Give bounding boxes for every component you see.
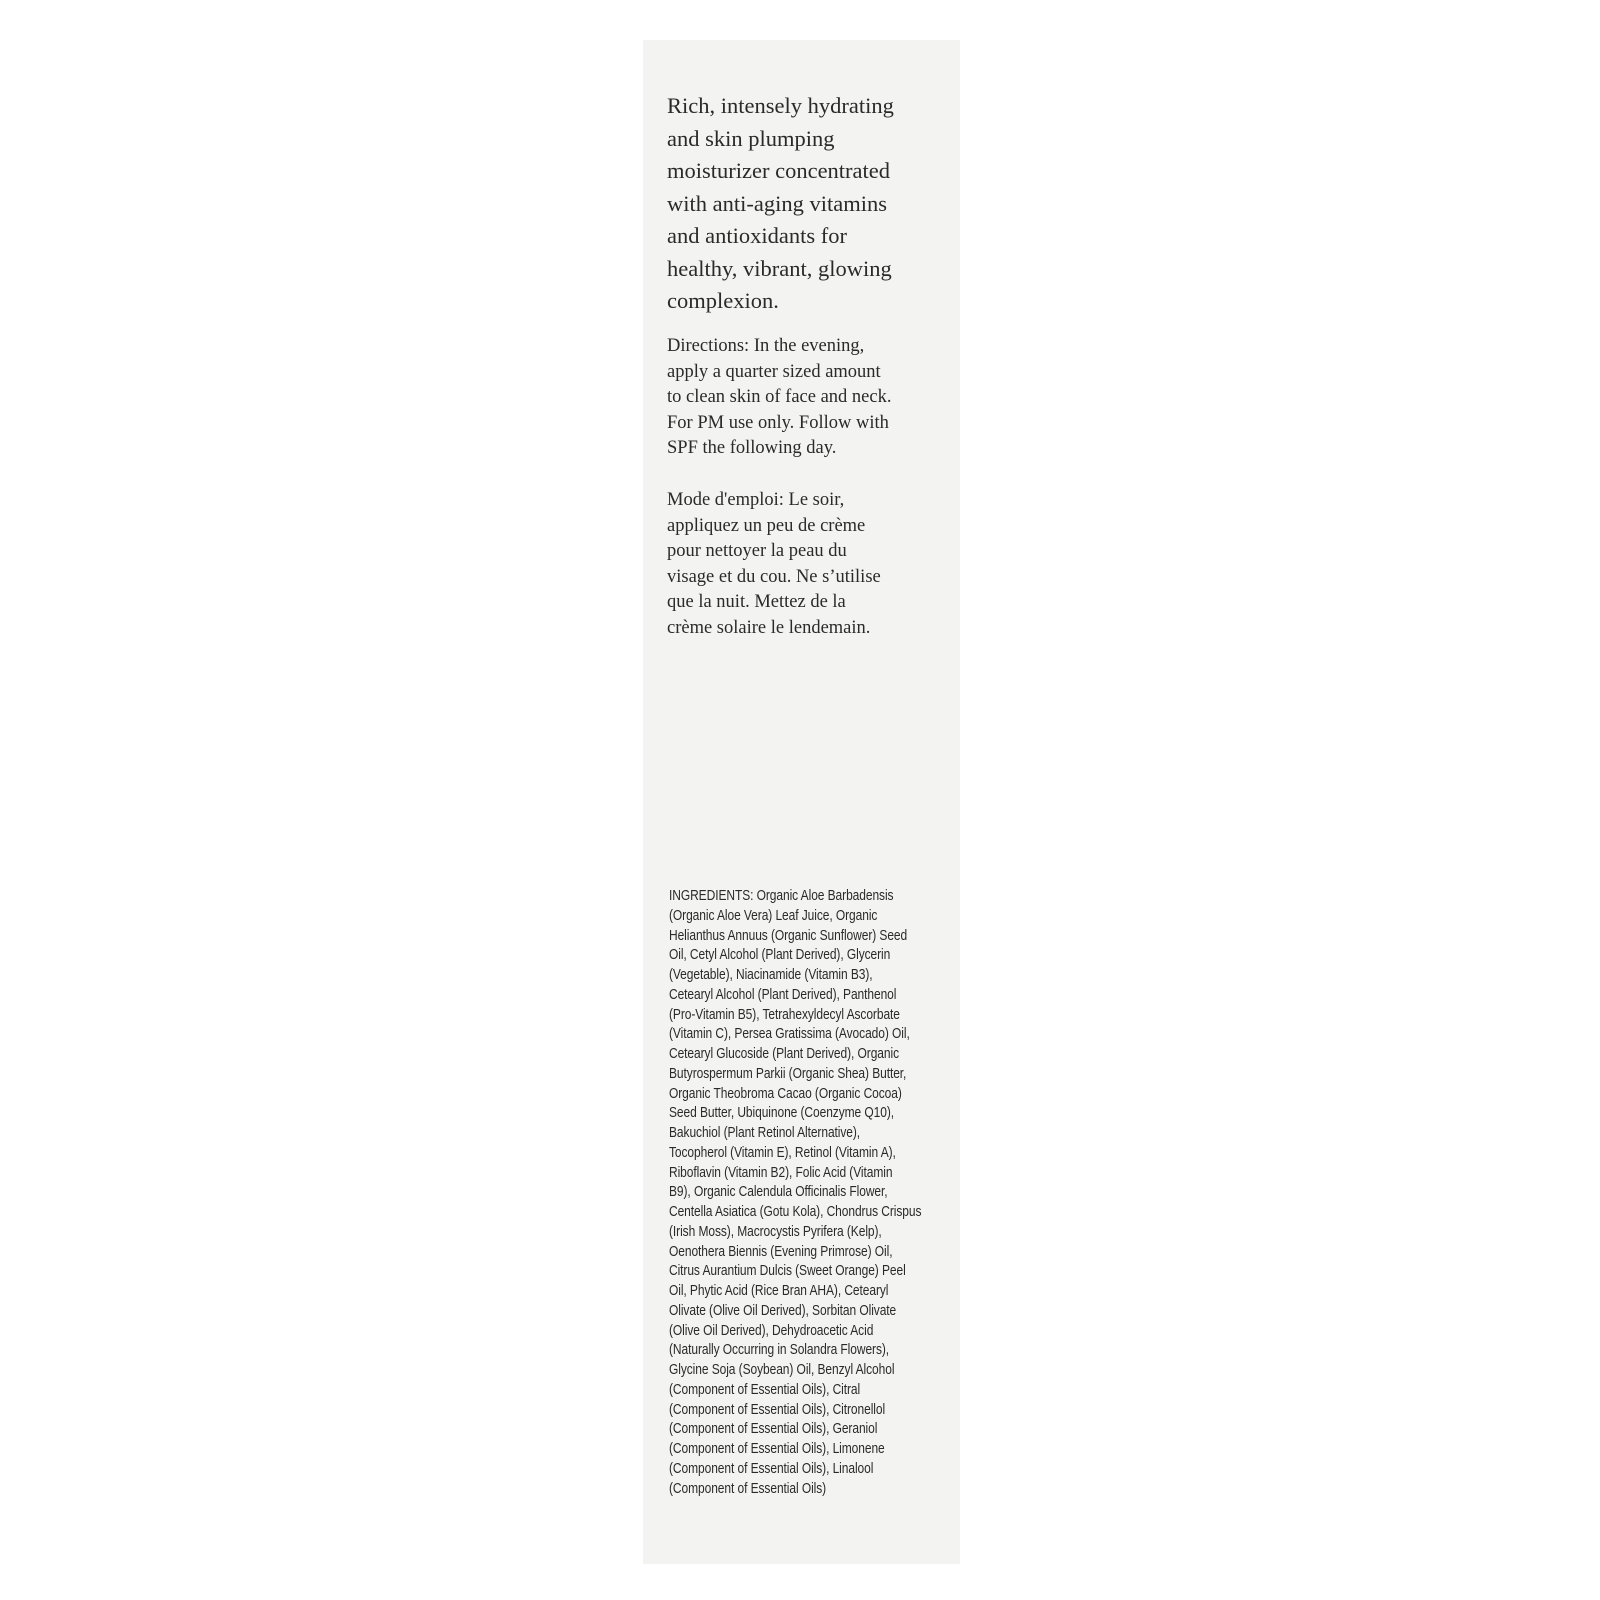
directions-french: Mode d'emploi: Le soir, appliquez un peu de crème pour nettoyer la peau du visage et du cou. Ne s’utilise que la nuit. Mettez de la crème solaire le lendemain. xyxy=(667,490,881,638)
directions-english: Directions: In the evening, apply a quarter sized amount to clean skin of face and neck. For PM use only. Follow with SPF the following day. xyxy=(667,336,892,458)
product-description: Rich, intensely hydrating and skin plumping moisturizer concentrated with anti-aging vitamins and antioxidants for healthy, vibrant, glowing complexion. xyxy=(667,93,894,313)
product-box-side-panel xyxy=(643,40,960,1564)
ingredients-list: INGREDIENTS: Organic Aloe Barbadensis (Organic Aloe Vera) Leaf Juice, Organic Helianthus Annuus (Organic Sunflower) Seed Oil, Cetyl Alcohol (Plant Derived), Glycerin (Vegetable), Niacinamide (Vitamin B3), Cetearyl Alcohol (Plant Derived), Panthenol (Pro-Vitamin B5), Tetrahexyldecyl Ascorbate (Vitamin C), Persea Gratissima (Avocado) Oil, Cetearyl Glucoside (Plant Derived), Organic Butyrospermum Parkii (Organic Shea) Butter, Organic Theobroma Cacao (Organic Cocoa) Seed Butter, Ubiquinone (Coenzyme Q10), Bakuchiol (Plant Retinol Alternative), Tocopherol (Vitamin E), Retinol (Vitamin A), Riboflavin (Vitamin B2), Folic Acid (Vitamin B9), Organic Calendula Officinalis Flower, Centella Asiatica (Gotu Kola), Chondrus Crispus (Irish Moss), Macrocystis Pyrifera (Kelp), Oenothera Biennis (Evening Primrose) Oil, Citrus Aurantium Dulcis (Sweet Orange) Peel Oil, Phytic Acid (Rice Bran AHA), Cetearyl Olivate (Olive Oil Derived), Sorbitan Olivate (Olive Oil Derived), Dehydroacetic Acid (Naturally Occurring in Solandra Flowers), Glycine Soja (Soybean) Oil, Benzyl Alcohol (Component of Essential Oils), Citral (Component of Essential Oils), Citronellol (Component of Essential Oils), Geraniol (Component of Essential Oils), Limonene (Component of Essential Oils), Linalool (Component of Essential Oils) xyxy=(669,887,922,1497)
